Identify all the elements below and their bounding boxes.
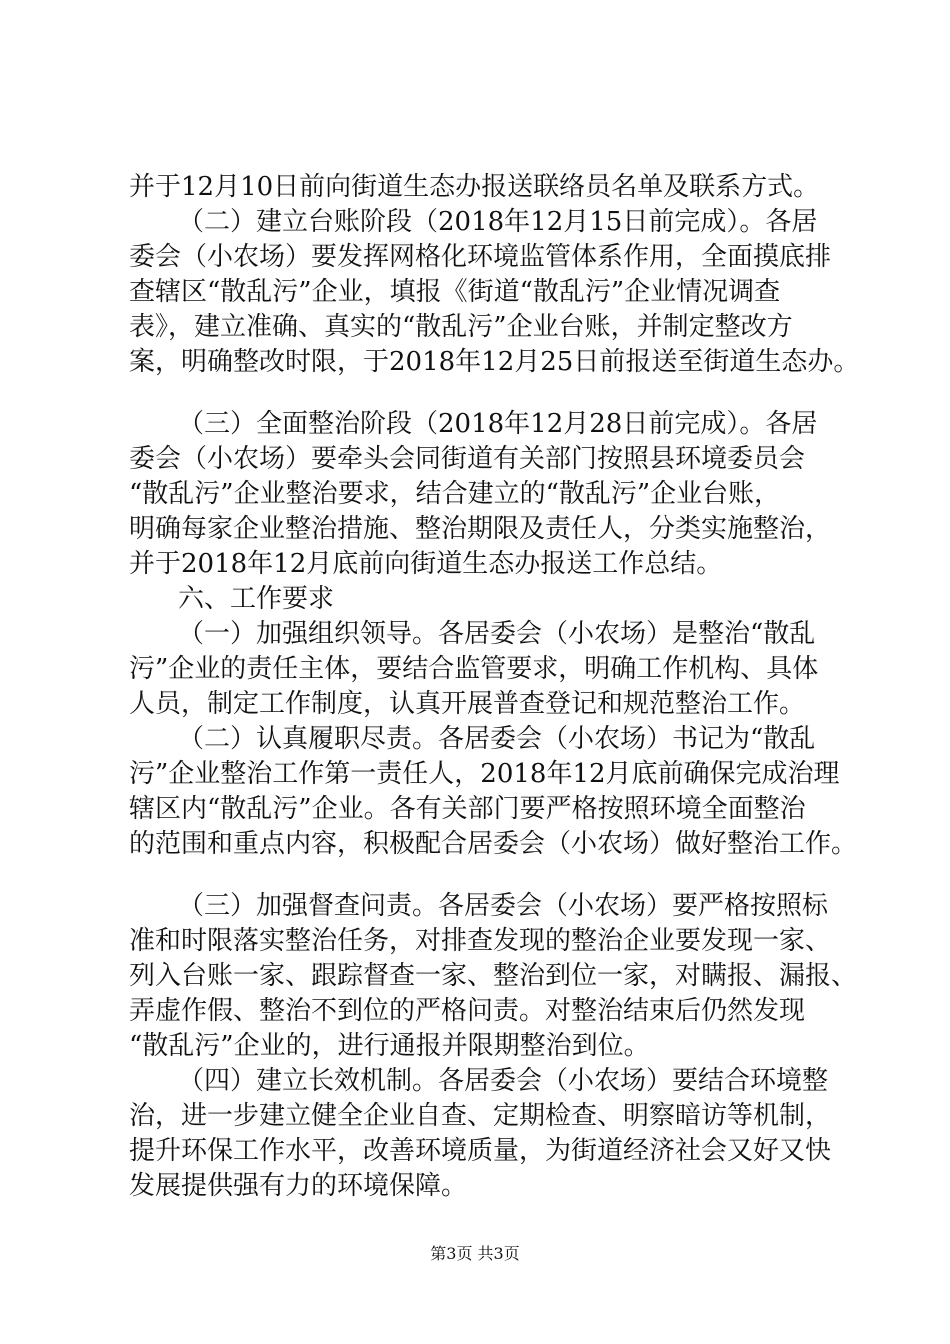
paragraph-line: 并于2018年12月底前向街道生态办报送工作总结。 bbox=[129, 549, 723, 579]
paragraph-line: 的范围和重点内容，积极配合居委会（小农场）做好整治工作。 bbox=[129, 829, 858, 859]
paragraph-line: 列入台账一家、跟踪督查一家、整治到位一家，对瞒报、漏报、 bbox=[129, 961, 858, 991]
paragraph-line: 委会（小农场）要发挥网格化环境监管体系作用，全面摸底排 bbox=[129, 242, 832, 272]
paragraph-line: “散乱污”企业的，进行通报并限期整治到位。 bbox=[129, 1031, 650, 1061]
paragraph-line: 辖区内“散乱污”企业。各有关部门要严格按照环境全面整治 bbox=[129, 794, 806, 824]
paragraph-line: 弄虚作假、整治不到位的严格问责。对整治结束后仍然发现 bbox=[129, 996, 806, 1026]
paragraph-line: 发展提供强有力的环境保障。 bbox=[129, 1171, 468, 1201]
paragraph-line: “散乱污”企业整治要求，结合建立的“散乱污”企业台账， bbox=[129, 479, 781, 509]
paragraph-line: 污”企业的责任主体，要结合监管要求，明确工作机构、具体 bbox=[129, 654, 819, 684]
paragraph-line: （四）建立长效机制。各居委会（小农场）要结合环境整 bbox=[178, 1066, 829, 1096]
paragraph-line: （二）认真履职尽责。各居委会（小农场）书记为“散乱 bbox=[178, 724, 816, 754]
paragraph-line: （一）加强组织领导。各居委会（小农场）是整治“散乱 bbox=[178, 619, 816, 649]
paragraph-line: 提升环保工作水平，改善环境质量，为街道经济社会又好又快 bbox=[129, 1136, 832, 1166]
paragraph-line: 并于12月10日前向街道生态办报送联络员名单及联系方式。 bbox=[129, 172, 820, 202]
paragraph-line: 明确每家企业整治措施、整治期限及责任人，分类实施整治， bbox=[129, 514, 832, 544]
paragraph-line: 准和时限落实整治任务，对排查发现的整治企业要发现一家、 bbox=[129, 926, 832, 956]
paragraph-line: （二）建立台账阶段（2018年12月15日前完成）。各居 bbox=[178, 207, 818, 237]
paragraph-line: 查辖区“散乱污”企业，填报《街道“散乱污”企业情况调查 bbox=[129, 277, 781, 307]
paragraph-line: 案，明确整改时限，于2018年12月25日前报送至街道生态办。 bbox=[129, 347, 860, 377]
paragraph-line: 治，进一步建立健全企业自查、定期检查、明察暗访等机制， bbox=[129, 1101, 832, 1131]
paragraph-line: 污”企业整治工作第一责任人，2018年12月底前确保完成治理 bbox=[129, 759, 840, 789]
page-number-footer: 第3页 共3页 bbox=[430, 1244, 520, 1263]
paragraph-line: 委会（小农场）要牵头会同街道有关部门按照县环境委员会 bbox=[129, 444, 806, 474]
paragraph-line: 人员，制定工作制度，认真开展普查登记和规范整治工作。 bbox=[129, 689, 806, 719]
paragraph-line: （三）加强督查问责。各居委会（小农场）要严格按照标 bbox=[178, 891, 829, 921]
section-heading: 六、工作要求 bbox=[178, 584, 335, 614]
paragraph-line: 表》，建立准确、真实的“散乱污”企业台账，并制定整改方 bbox=[129, 312, 793, 342]
paragraph-line: （三）全面整治阶段（2018年12月28日前完成）。各居 bbox=[178, 409, 818, 439]
